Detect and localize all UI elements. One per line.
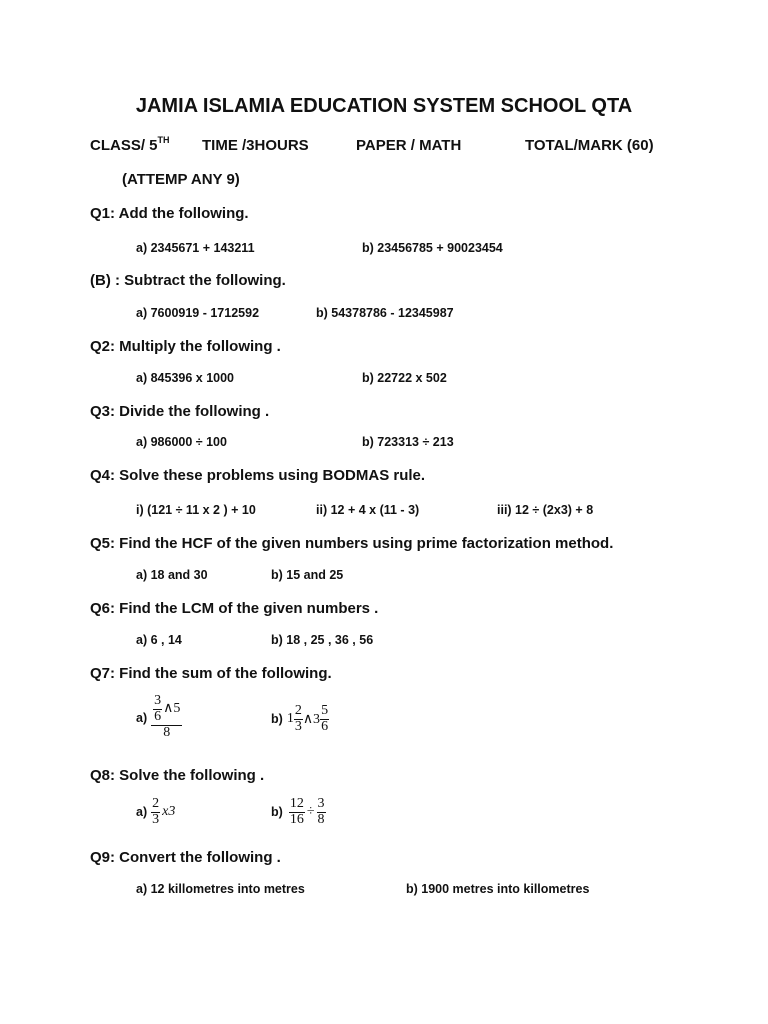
q8-item-a: a) $\frac{2}{3}$ x3 <box>136 796 176 827</box>
paper-label: PAPER / MATH <box>356 137 462 154</box>
time-label: TIME /3HOURS <box>202 137 309 154</box>
q9-item-a: a) 12 killometres into metres <box>136 882 305 896</box>
page-title: JAMIA ISLAMIA EDUCATION SYSTEM SCHOOL QTA <box>135 95 633 117</box>
q8-heading: Q8: Solve the following . <box>90 767 265 784</box>
q5-item-b: b) 15 and 25 <box>271 568 344 582</box>
q7-heading: Q7: Find the sum of the following. <box>90 665 332 682</box>
q6-heading: Q6: Find the LCM of the given numbers . <box>90 600 379 617</box>
q3-item-b: b) 723313 ÷ 213 <box>362 435 454 449</box>
q7-item-a: a) $\frac{3}{6}$ ∧5 8 <box>136 693 181 741</box>
q2-item-a: a) 845396 x 1000 <box>136 371 235 385</box>
q9-heading: Q9: Convert the following . <box>90 849 281 866</box>
q1-heading: Q1: Add the following. <box>90 205 249 222</box>
qb-heading: (B) : Subtract the following. <box>90 272 286 289</box>
q3-heading: Q3: Divide the following . <box>90 403 270 420</box>
instruction: (ATTEMP ANY 9) <box>122 171 240 188</box>
q2-heading: Q2: Multiply the following . <box>90 338 281 355</box>
q4-item-i: i) (121 ÷ 11 x 2 ) + 10 <box>136 503 256 517</box>
q7-item-b: b) 1 $\frac{2}{3}$ ∧3 $\frac{5}{6}$ <box>271 703 329 734</box>
q1-item-a: a) 2345671 + 143211 <box>136 241 255 255</box>
q6-item-b: b) 18 , 25 , 36 , 56 <box>271 633 374 647</box>
q2-item-b: b) 22722 x 502 <box>362 371 447 385</box>
q1-item-b: b) 23456785 + 90023454 <box>362 241 503 255</box>
q8-item-b: b) $\frac{12}{16}$ ÷ $\frac{3}{8}$ <box>271 796 325 827</box>
q5-heading: Q5: Find the HCF of the given numbers using prime factorization method. <box>90 535 614 552</box>
q3-item-a: a) 986000 ÷ 100 <box>136 435 227 449</box>
q5-item-a: a) 18 and 30 <box>136 568 208 582</box>
qb-item-b: b) 54378786 - 12345987 <box>316 306 454 320</box>
q4-heading: Q4: Solve these problems using BODMAS rule. <box>90 467 426 484</box>
q6-item-a: a) 6 , 14 <box>136 633 182 647</box>
q4-item-iii: iii) 12 ÷ (2x3) + 8 <box>497 503 594 517</box>
class-label: CLASS/ 5TH <box>90 135 170 154</box>
total-mark-label: TOTAL/MARK (60) <box>525 137 654 154</box>
qb-item-a: a) 7600919 - 1712592 <box>136 306 260 320</box>
q9-item-b: b) 1900 metres into killometres <box>406 882 590 896</box>
q4-item-ii: ii) 12 + 4 x (11 - 3) <box>316 503 420 517</box>
